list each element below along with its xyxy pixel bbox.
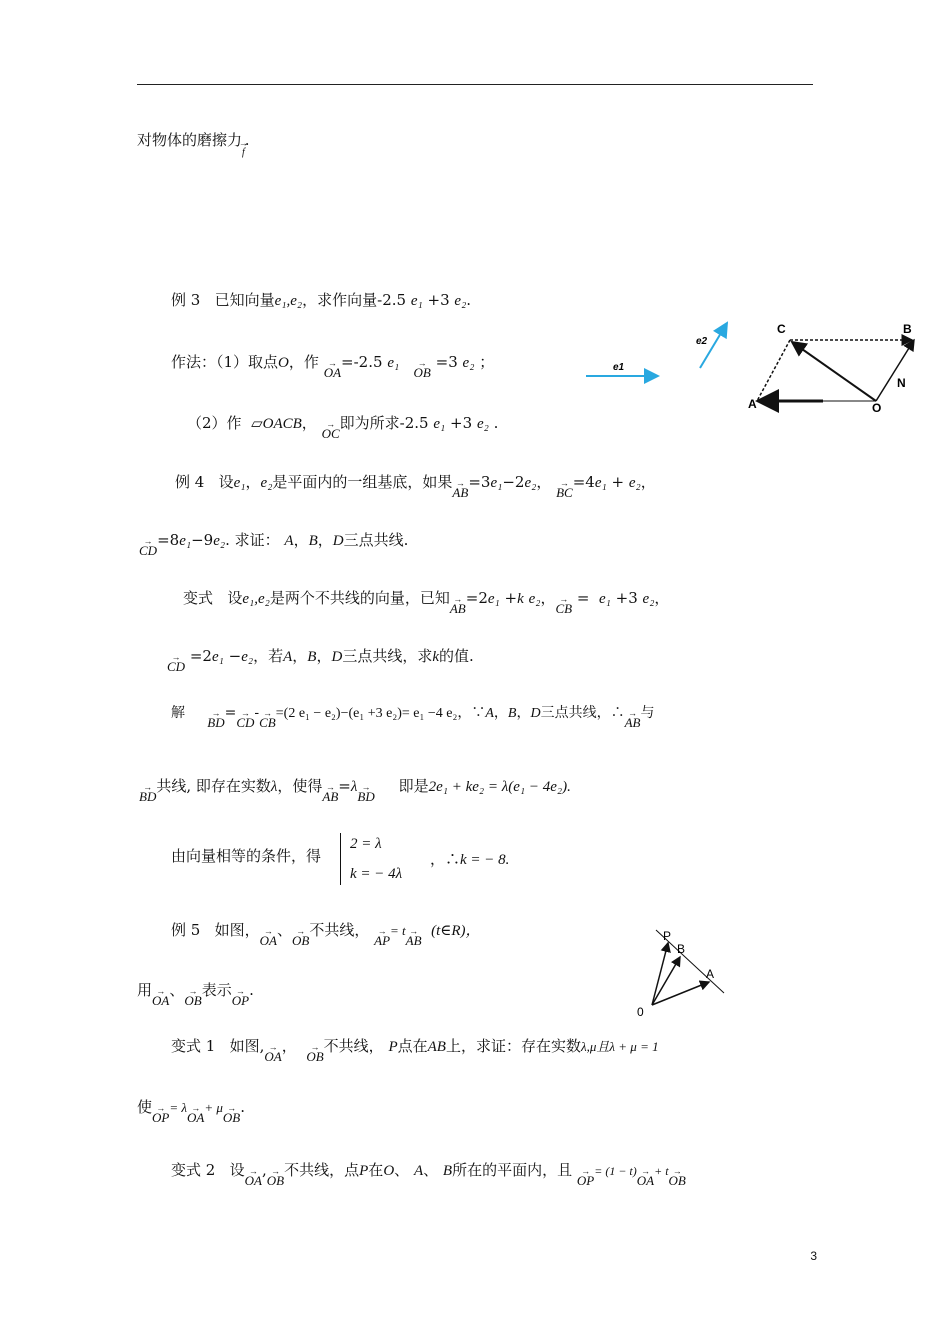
ob-vector <box>652 957 680 1005</box>
example-5-cont: 用→ OA、→ OB表示→ OP. <box>137 980 254 1008</box>
point-n: N <box>897 376 906 390</box>
ob-line <box>876 340 914 401</box>
example-5: 例 5 如图，→ OA、→ OB不共线， → AP= t→ AB (t∈R)， <box>171 920 481 948</box>
point-a: A <box>748 397 757 411</box>
point-o2: 0 <box>637 1005 644 1019</box>
point-p: P <box>663 929 672 943</box>
ca-line <box>757 340 790 401</box>
example-4: 例 4 设e₁，e₂是平面内的一组基底，如果→ AB=3e₁−2e₂， → BC=4e₁ + e₂， <box>175 472 656 500</box>
point-o: O <box>872 401 882 415</box>
example-3: 例 3 已知向量e₁,e₂，求作向量-2.5 e₁ +3 e₂. <box>171 291 472 309</box>
method-step-2: （2）作 ▱OACB， → OC即为所求-2.5 e₁ +3 e₂ . <box>187 413 498 441</box>
e1-label: e1 <box>613 362 625 373</box>
variant-1: 变式 设e₁,e₂是两个不共线的向量，已知→ AB=2e₁ +k e₂，→ CB = e₁ +3 e₂， <box>183 588 669 616</box>
variant-1-cont: → CD =2e₁ −e₂，若A，B，D三点共线，求k的值. <box>167 646 474 674</box>
point-b2: B <box>677 942 686 956</box>
point-a2: A <box>706 967 715 981</box>
point-b: B <box>903 322 912 336</box>
op-vector <box>652 943 668 1005</box>
line-point-figure <box>630 925 735 1020</box>
system-row-1: 2 = λ <box>350 836 382 852</box>
example-4-cont: → CD=8e₁−9e₂. 求证： A，B，D三点共线. <box>139 530 408 558</box>
oa-vector <box>652 982 709 1005</box>
solution-line-1: 解 → BD=→ CD-→ CB=(2 e₁ − e₂)−(e₁ +3 e₂)= e₁ −4 e₂，∵A，B，D三点共线，∴→ AB与 <box>171 703 655 730</box>
variant-2: 变式 1 如图,→ OA， → OB不共线， P点在AB上，求证：存在实数λ,μ且λ + μ = 1 <box>171 1036 659 1064</box>
equation-brace <box>340 833 349 885</box>
e2-label: e2 <box>696 336 708 347</box>
oc-line <box>792 342 876 401</box>
parallelogram-figure <box>580 315 925 425</box>
solution-result: ，∴k = − 8. <box>430 850 510 868</box>
header-rule <box>137 84 813 85</box>
friction-line: 对物体的磨擦力→ f. <box>137 130 250 160</box>
point-c: C <box>777 322 786 336</box>
solution-line-3: 由向量相等的条件，得 <box>171 847 322 865</box>
variant-2-cont: 使→ OP= λ→ OA+ μ→ OB. <box>137 1097 245 1125</box>
page-number: 3 <box>810 1249 817 1263</box>
solution-line-2: → BD共线, 即存在实数λ，使得→ AB=λ→ BD 即是2e₁ + ke₂ = λ(e₁ − 4e₂). <box>139 776 571 804</box>
method-step-1: 作法：（1）取点O，作 → OA=-2.5 e₁ → OB =3 e₂ ； <box>171 352 494 380</box>
system-row-2: k = − 4λ <box>350 866 403 882</box>
variant-3: 变式 2 设→ OA,→ OB不共线，点P在O、 A、 B所在的平面内，且 → OP= (1 − t)→ OA+ t→ OB <box>171 1160 686 1188</box>
